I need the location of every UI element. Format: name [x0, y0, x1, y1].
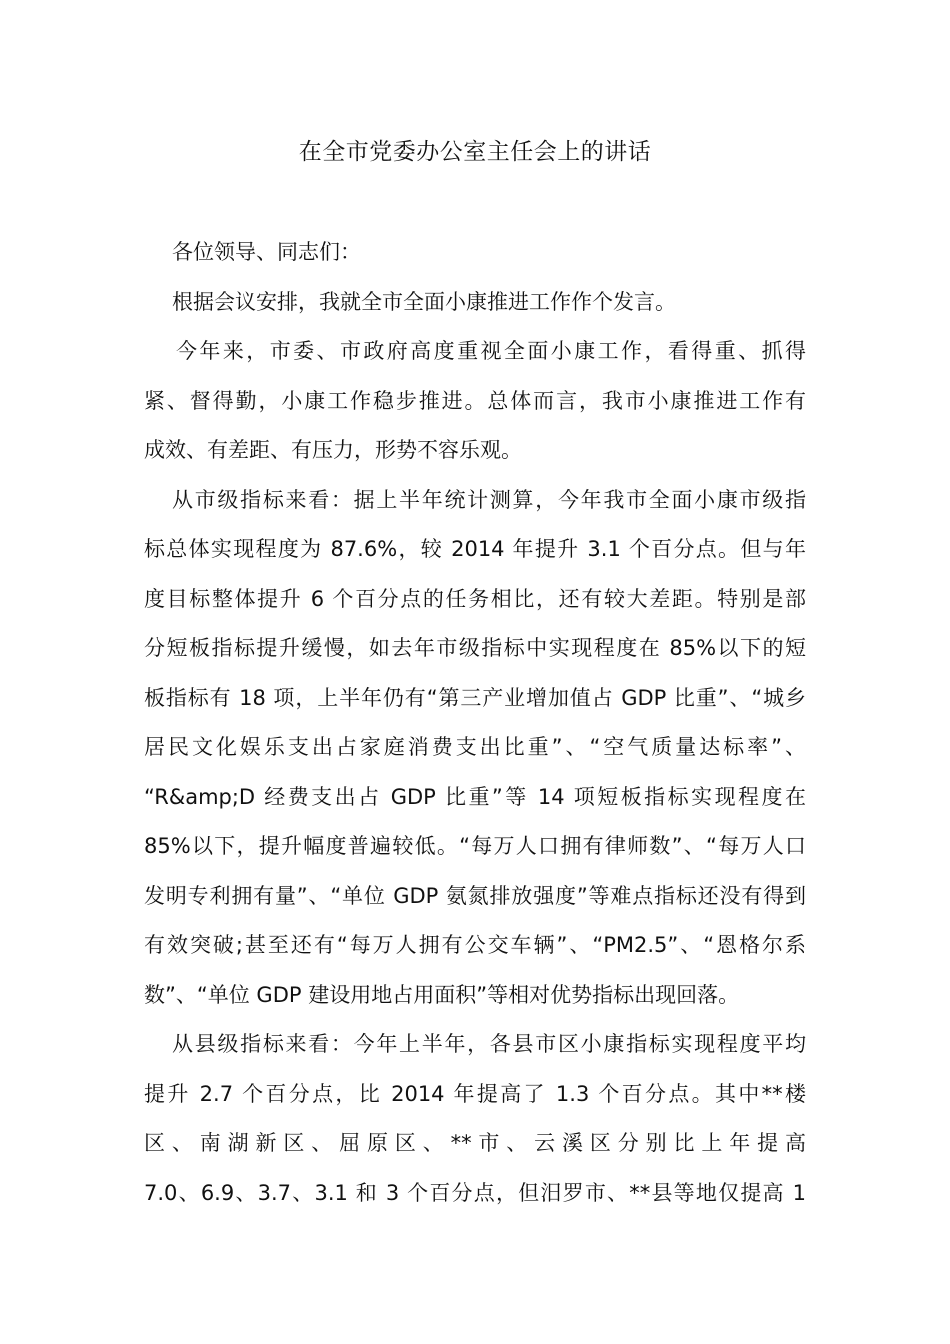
- document-body: [144, 228, 806, 1218]
- paragraph-line: 板指标有 18 项，上半年仍有“第三产业增加值占 GDP 比重”、“城乡: [144, 685, 806, 710]
- paragraph-line: 有效突破;甚至还有“每万人拥有公交车辆”、“PM2.5”、“恩格尔系: [144, 933, 806, 957]
- paragraph-line: 分短板指标提升缓慢，如去年市级指标中实现程度在 85%以下的短: [144, 636, 806, 660]
- paragraph-line: 提升 2.7 个百分点，比 2014 年提高了 1.3 个百分点。其中**楼: [144, 1081, 806, 1106]
- paragraph-line: 85%以下，提升幅度普遍较低。“每万人口拥有律师数”、“每万人口: [144, 834, 806, 858]
- paragraph-line: 今年来，市委、市政府高度重视全面小康工作，看得重、抓得: [176, 339, 806, 363]
- paragraph-line: 根据会议安排，我就全市全面小康推进工作作个发言。: [172, 289, 676, 314]
- paragraph-line: 度目标整体提升 6 个百分点的任务相比，还有较大差距。特别是部: [144, 586, 806, 611]
- paragraph-line: 7.0、6.9、3.7、3.1 和 3 个百分点，但汨罗市、**县等地仅提高 1: [144, 1180, 806, 1205]
- salutation-line: 各位领导、同志们：: [172, 240, 361, 264]
- paragraph-line: 紧、督得勤，小康工作稳步推进。总体而言，我市小康推进工作有: [144, 388, 806, 413]
- paragraph-line: 区、南湖新区、屈原区、**市、云溪区分别比上年提高: [144, 1131, 806, 1155]
- paragraph-line: 数”、“单位 GDP 建设用地占用面积”等相对优势指标出现回落。: [144, 982, 740, 1007]
- paragraph-line: 发明专利拥有量”、“单位 GDP 氨氮排放强度”等难点指标还没有得到: [144, 883, 806, 908]
- paragraph-line: 标总体实现程度为 87.6%，较 2014 年提升 3.1 个百分点。但与年: [144, 537, 806, 561]
- paragraph-line: 居民文化娱乐支出占家庭消费支出比重”、“空气质量达标率”、: [144, 735, 806, 759]
- paragraph-line: 从市级指标来看：据上半年统计测算，今年我市全面小康市级指: [172, 487, 806, 512]
- document-title: 在全市党委办公室主任会上的讲话: [298, 139, 652, 165]
- paragraph-line: 从县级指标来看：今年上半年，各县市区小康指标实现程度平均: [172, 1032, 806, 1056]
- paragraph-line: “R&amp;D 经费支出占 GDP 比重”等 14 项短板指标实现程度在: [144, 784, 806, 809]
- paragraph-line: 成效、有差距、有压力，形势不容乐观。: [144, 438, 522, 462]
